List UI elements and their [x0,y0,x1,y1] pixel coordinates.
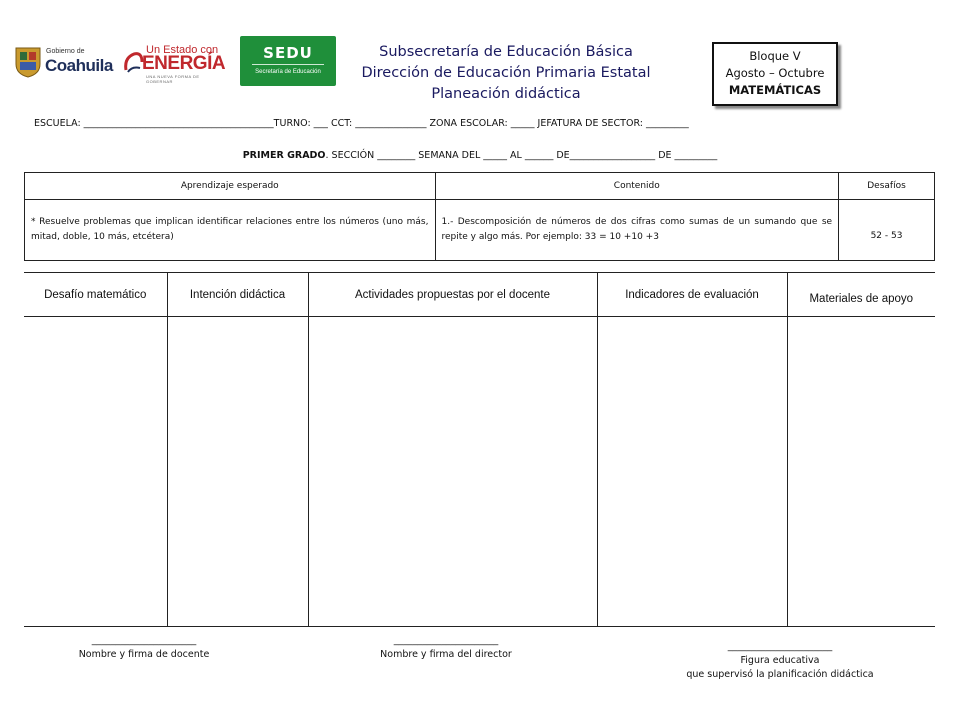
bloque-period: Agosto – Octubre [725,66,825,80]
signature-label: Figura educativa [740,655,820,666]
heading-line-1: Subsecretaría de Educación Básica [379,44,633,60]
table-row [24,317,935,627]
cell-desafios: 52 - 53 [839,200,935,261]
bloque-subject: MATEMÁTICAS [728,83,822,97]
energia-logo-tagline: UNA NUEVA FORMA DE GOBERNAR [146,74,200,84]
signature-label: Nombre y firma de docente [78,649,210,660]
coahuila-emblem-icon [14,44,42,78]
learning-table [24,172,935,261]
table-row [25,200,935,261]
cell-intencion-didactica[interactable] [167,317,308,627]
header-materiales: Materiales de apoyo [787,273,935,317]
signature-figura-educativa [660,640,900,682]
energia-logo-top-text: Un Estado con [146,44,219,56]
cell-aprendizaje: * Resuelve problemas que implican identificar relaciones entre los números (uno más, mitad, doble, 10 más, etcétera) [25,200,436,261]
cell-indicadores[interactable] [597,317,787,627]
coahuila-logo [14,42,114,82]
grade-label: PRIMER GRADO [242,150,326,161]
coahuila-logo-text: Coahuila [45,56,113,75]
bloque-box [712,42,838,106]
sedu-logo-divider [252,64,324,65]
header-indicadores: Indicadores de evaluación [597,273,787,317]
planning-table-header-row [24,273,935,317]
coahuila-logo-small-text: Gobierno de [46,48,85,55]
document-heading [346,42,666,105]
signature-director [356,634,536,662]
signature-label-2: que supervisó la planificación didáctica [686,669,874,680]
signature-label: Nombre y firma del director [380,649,512,660]
header-desafio-matematico: Desafío matemático [24,273,167,317]
grade-info-rest: . SECCIÓN ________ SEMANA DEL _____ AL ______ DE__________________ DE _________ [325,150,718,161]
energia-logo-text: ENERGÍA [142,53,226,74]
school-info-line: ESCUELA: ________________________________________TURNO: ___ CCT: _______________ ZONA ESCOLAR: _____ JEFATURA DE SECTOR: _________ [34,118,689,129]
cell-actividades[interactable] [308,317,597,627]
planning-table [24,272,935,627]
heading-line-3: Planeación didáctica [431,86,581,102]
header-intencion-didactica: Intención didáctica [167,273,308,317]
header-contenido: Contenido [435,173,839,200]
grade-info-line [0,150,960,161]
cell-materiales[interactable] [787,317,935,627]
sedu-logo [240,36,336,86]
learning-table-header-row [25,173,935,200]
sedu-logo-text: SEDU [263,44,313,62]
cell-contenido: 1.- Descomposición de números de dos cifras como sumas de un sumando que se repite y algo más. Por ejemplo: 33 = 10 +10 +3 [435,200,839,261]
signature-line: ______________________ [727,641,833,652]
header-aprendizaje: Aprendizaje esperado [25,173,436,200]
sedu-logo-subtext: Secretaría de Educación [255,69,321,75]
signature-line: ______________________ [393,635,499,646]
bloque-title: Bloque V [749,49,801,63]
signature-line: ______________________ [91,635,197,646]
signature-docente [54,634,234,662]
header-actividades: Actividades propuestas por el docente [308,273,597,317]
heading-line-2: Dirección de Educación Primaria Estatal [361,65,651,81]
energia-logo [122,42,226,84]
header-desafios: Desafíos [839,173,935,200]
energia-swoosh-icon [122,48,144,76]
cell-desafio-matematico[interactable] [24,317,167,627]
